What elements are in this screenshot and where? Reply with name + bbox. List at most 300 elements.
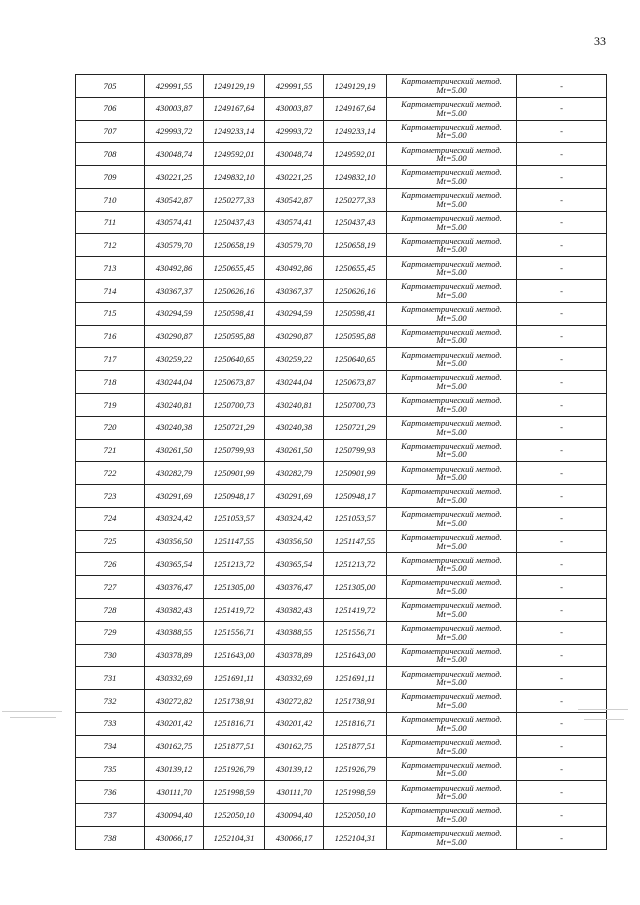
y-old-cell: 1251305,00 [204, 576, 265, 599]
y-new-cell: 1250948,17 [324, 485, 387, 508]
x-old-cell: 430201,42 [145, 712, 204, 735]
x-old-cell: 430492,86 [145, 257, 204, 280]
description-cell: - [517, 485, 607, 508]
method-cell [387, 188, 517, 211]
x-new-cell: 430111,70 [265, 781, 324, 804]
table-row [76, 325, 607, 348]
point-number-cell: 709 [76, 166, 145, 189]
x-old-cell: 430291,69 [145, 485, 204, 508]
method-name: Картометрический метод. [401, 258, 502, 269]
description-cell: - [517, 188, 607, 211]
method-accuracy: Mt=5.00 [436, 813, 467, 824]
x-new-cell: 429991,55 [265, 75, 324, 98]
table-row [76, 644, 607, 667]
x-old-cell: 430332,69 [145, 667, 204, 690]
x-old-cell: 430382,43 [145, 598, 204, 621]
method-cell [387, 644, 517, 667]
x-new-cell: 430240,38 [265, 416, 324, 439]
method-cell [387, 97, 517, 120]
x-new-cell: 430378,89 [265, 644, 324, 667]
description-cell: - [517, 758, 607, 781]
method-cell [387, 712, 517, 735]
point-number-cell: 731 [76, 667, 145, 690]
method-accuracy: Mt=5.00 [436, 426, 467, 437]
method-cell [387, 280, 517, 303]
table-row [76, 348, 607, 371]
y-new-cell: 1251643,00 [324, 644, 387, 667]
y-old-cell: 1251053,57 [204, 507, 265, 530]
y-new-cell: 1251816,71 [324, 712, 387, 735]
y-new-cell: 1250658,19 [324, 234, 387, 257]
y-old-cell: 1251816,71 [204, 712, 265, 735]
description-cell: - [517, 507, 607, 530]
method-name: Картометрический метод. [401, 805, 502, 816]
table-row [76, 416, 607, 439]
table-row [76, 120, 607, 143]
description-cell: - [517, 280, 607, 303]
point-number-cell: 725 [76, 530, 145, 553]
method-accuracy: Mt=5.00 [436, 358, 467, 369]
y-new-cell: 1251691,11 [324, 667, 387, 690]
x-new-cell: 430048,74 [265, 143, 324, 166]
x-old-cell: 430294,59 [145, 302, 204, 325]
point-number-cell: 714 [76, 280, 145, 303]
y-new-cell: 1251998,59 [324, 781, 387, 804]
page-number: 33 [594, 34, 606, 48]
x-new-cell: 430272,82 [265, 690, 324, 713]
description-cell: - [517, 211, 607, 234]
method-cell [387, 667, 517, 690]
y-new-cell: 1251147,55 [324, 530, 387, 553]
table-row [76, 690, 607, 713]
table-row [76, 712, 607, 735]
y-old-cell: 1249832,10 [204, 166, 265, 189]
method-cell [387, 416, 517, 439]
x-old-cell: 430048,74 [145, 143, 204, 166]
method-accuracy: Mt=5.00 [436, 289, 467, 300]
method-name: Картометрический метод. [401, 418, 502, 429]
y-old-cell: 1251213,72 [204, 553, 265, 576]
x-new-cell: 430240,81 [265, 393, 324, 416]
method-cell [387, 348, 517, 371]
method-name: Картометрический метод. [401, 828, 502, 839]
method-cell [387, 485, 517, 508]
point-number-cell: 722 [76, 462, 145, 485]
y-new-cell: 1249129,19 [324, 75, 387, 98]
method-name: Картометрический метод. [401, 463, 502, 474]
table-row [76, 97, 607, 120]
point-number-cell: 736 [76, 781, 145, 804]
method-cell [387, 462, 517, 485]
table-row [76, 781, 607, 804]
method-accuracy: Mt=5.00 [436, 791, 467, 802]
y-new-cell: 1249832,10 [324, 166, 387, 189]
method-cell [387, 371, 517, 394]
y-old-cell: 1252104,31 [204, 826, 265, 849]
table-row [76, 576, 607, 599]
method-accuracy: Mt=5.00 [436, 540, 467, 551]
description-cell: - [517, 234, 607, 257]
x-old-cell: 430094,40 [145, 804, 204, 827]
y-old-cell: 1251998,59 [204, 781, 265, 804]
method-name: Картометрический метод. [401, 121, 502, 132]
x-new-cell: 430291,69 [265, 485, 324, 508]
method-name: Картометрический метод. [401, 782, 502, 793]
method-name: Картометрический метод. [401, 736, 502, 747]
table-row [76, 758, 607, 781]
point-number-cell: 712 [76, 234, 145, 257]
description-cell: - [517, 826, 607, 849]
x-old-cell: 430244,04 [145, 371, 204, 394]
table-row [76, 530, 607, 553]
point-number-cell: 707 [76, 120, 145, 143]
method-name: Картометрический метод. [401, 600, 502, 611]
point-number-cell: 705 [76, 75, 145, 98]
method-name: Картометрический метод. [401, 326, 502, 337]
description-cell: - [517, 120, 607, 143]
y-new-cell: 1251926,79 [324, 758, 387, 781]
description-cell: - [517, 166, 607, 189]
table-row [76, 598, 607, 621]
method-accuracy: Mt=5.00 [436, 84, 467, 95]
y-old-cell: 1251691,11 [204, 667, 265, 690]
description-cell: - [517, 690, 607, 713]
method-cell [387, 507, 517, 530]
table-row [76, 143, 607, 166]
point-number-cell: 728 [76, 598, 145, 621]
description-cell: - [517, 97, 607, 120]
method-accuracy: Mt=5.00 [436, 176, 467, 187]
x-new-cell: 430139,12 [265, 758, 324, 781]
method-name: Картометрический метод. [401, 144, 502, 155]
method-accuracy: Mt=5.00 [436, 494, 467, 505]
table-row [76, 826, 607, 849]
method-cell [387, 439, 517, 462]
description-cell: - [517, 712, 607, 735]
point-number-cell: 727 [76, 576, 145, 599]
description-cell: - [517, 75, 607, 98]
y-new-cell: 1251419,72 [324, 598, 387, 621]
point-number-cell: 734 [76, 735, 145, 758]
point-number-cell: 723 [76, 485, 145, 508]
x-new-cell: 429993,72 [265, 120, 324, 143]
description-cell: - [517, 621, 607, 644]
y-new-cell: 1250598,41 [324, 302, 387, 325]
point-number-cell: 735 [76, 758, 145, 781]
method-name: Картометрический метод. [401, 759, 502, 770]
method-name: Картометрический метод. [401, 349, 502, 360]
method-cell [387, 826, 517, 849]
method-cell [387, 325, 517, 348]
table-row [76, 485, 607, 508]
x-new-cell: 430542,87 [265, 188, 324, 211]
method-accuracy: Mt=5.00 [436, 631, 467, 642]
point-number-cell: 737 [76, 804, 145, 827]
y-old-cell: 1250437,43 [204, 211, 265, 234]
method-accuracy: Mt=5.00 [436, 449, 467, 460]
method-name: Картометрический метод. [401, 623, 502, 634]
table-row [76, 211, 607, 234]
method-name: Картометрический метод. [401, 167, 502, 178]
description-cell: - [517, 598, 607, 621]
method-cell [387, 530, 517, 553]
table-row [76, 257, 607, 280]
table-row [76, 804, 607, 827]
method-accuracy: Mt=5.00 [436, 335, 467, 346]
x-old-cell: 430378,89 [145, 644, 204, 667]
table-row [76, 507, 607, 530]
x-old-cell: 430579,70 [145, 234, 204, 257]
table-body [76, 75, 607, 850]
y-old-cell: 1249167,64 [204, 97, 265, 120]
y-new-cell: 1252104,31 [324, 826, 387, 849]
method-accuracy: Mt=5.00 [436, 517, 467, 528]
x-old-cell: 430324,42 [145, 507, 204, 530]
y-new-cell: 1251877,51 [324, 735, 387, 758]
method-name: Картометрический метод. [401, 509, 502, 520]
point-number-cell: 711 [76, 211, 145, 234]
method-accuracy: Mt=5.00 [436, 244, 467, 255]
x-new-cell: 430367,37 [265, 280, 324, 303]
y-old-cell: 1250658,19 [204, 234, 265, 257]
point-number-cell: 713 [76, 257, 145, 280]
x-new-cell: 430388,55 [265, 621, 324, 644]
y-new-cell: 1250799,93 [324, 439, 387, 462]
method-name: Картометрический метод. [401, 212, 502, 223]
method-accuracy: Mt=5.00 [436, 153, 467, 164]
point-number-cell: 716 [76, 325, 145, 348]
method-cell [387, 781, 517, 804]
table-row [76, 302, 607, 325]
y-old-cell: 1250655,45 [204, 257, 265, 280]
x-old-cell: 430261,50 [145, 439, 204, 462]
table-row [76, 234, 607, 257]
method-cell [387, 621, 517, 644]
y-old-cell: 1249233,14 [204, 120, 265, 143]
method-accuracy: Mt=5.00 [436, 221, 467, 232]
description-cell: - [517, 781, 607, 804]
y-old-cell: 1249592,01 [204, 143, 265, 166]
y-old-cell: 1251877,51 [204, 735, 265, 758]
y-new-cell: 1252050,10 [324, 804, 387, 827]
method-name: Картометрический метод. [401, 304, 502, 315]
method-name: Картометрический метод. [401, 486, 502, 497]
x-old-cell: 430162,75 [145, 735, 204, 758]
y-new-cell: 1250901,99 [324, 462, 387, 485]
x-new-cell: 430282,79 [265, 462, 324, 485]
x-old-cell: 430356,50 [145, 530, 204, 553]
table-row [76, 280, 607, 303]
method-name: Картометрический метод. [401, 554, 502, 565]
table-row [76, 462, 607, 485]
method-accuracy: Mt=5.00 [436, 768, 467, 779]
x-new-cell: 430244,04 [265, 371, 324, 394]
description-cell: - [517, 553, 607, 576]
method-accuracy: Mt=5.00 [436, 381, 467, 392]
method-cell [387, 120, 517, 143]
description-cell: - [517, 439, 607, 462]
method-accuracy: Mt=5.00 [436, 608, 467, 619]
y-old-cell: 1251643,00 [204, 644, 265, 667]
table-row [76, 667, 607, 690]
method-cell [387, 393, 517, 416]
method-cell [387, 143, 517, 166]
x-old-cell: 430003,87 [145, 97, 204, 120]
point-number-cell: 732 [76, 690, 145, 713]
table-row [76, 166, 607, 189]
method-accuracy: Mt=5.00 [436, 722, 467, 733]
y-old-cell: 1251556,71 [204, 621, 265, 644]
description-cell: - [517, 667, 607, 690]
method-accuracy: Mt=5.00 [436, 130, 467, 141]
table-row [76, 188, 607, 211]
method-name: Картометрический метод. [401, 190, 502, 201]
description-cell: - [517, 302, 607, 325]
x-old-cell: 430066,17 [145, 826, 204, 849]
method-accuracy: Mt=5.00 [436, 198, 467, 209]
point-number-cell: 724 [76, 507, 145, 530]
y-new-cell: 1250655,45 [324, 257, 387, 280]
x-new-cell: 430290,87 [265, 325, 324, 348]
x-old-cell: 430574,41 [145, 211, 204, 234]
x-old-cell: 430388,55 [145, 621, 204, 644]
x-old-cell: 430272,82 [145, 690, 204, 713]
table-row [76, 553, 607, 576]
x-old-cell: 430376,47 [145, 576, 204, 599]
y-new-cell: 1249167,64 [324, 97, 387, 120]
y-new-cell: 1251738,91 [324, 690, 387, 713]
x-old-cell: 430367,37 [145, 280, 204, 303]
x-new-cell: 430066,17 [265, 826, 324, 849]
point-number-cell: 726 [76, 553, 145, 576]
x-new-cell: 430294,59 [265, 302, 324, 325]
point-number-cell: 730 [76, 644, 145, 667]
description-cell: - [517, 143, 607, 166]
description-cell: - [517, 257, 607, 280]
method-accuracy: Mt=5.00 [436, 107, 467, 118]
coordinates-table [75, 74, 607, 850]
method-cell [387, 75, 517, 98]
x-old-cell: 430259,22 [145, 348, 204, 371]
y-new-cell: 1250721,29 [324, 416, 387, 439]
x-new-cell: 430221,25 [265, 166, 324, 189]
y-new-cell: 1251556,71 [324, 621, 387, 644]
x-new-cell: 430376,47 [265, 576, 324, 599]
y-old-cell: 1250901,99 [204, 462, 265, 485]
point-number-cell: 733 [76, 712, 145, 735]
y-new-cell: 1250640,65 [324, 348, 387, 371]
point-number-cell: 715 [76, 302, 145, 325]
y-old-cell: 1250598,41 [204, 302, 265, 325]
table-row [76, 393, 607, 416]
x-old-cell: 430290,87 [145, 325, 204, 348]
y-new-cell: 1251305,00 [324, 576, 387, 599]
method-cell [387, 257, 517, 280]
method-cell [387, 553, 517, 576]
x-new-cell: 430324,42 [265, 507, 324, 530]
method-name: Картометрический метод. [401, 281, 502, 292]
method-accuracy: Mt=5.00 [436, 563, 467, 574]
method-cell [387, 166, 517, 189]
method-cell [387, 234, 517, 257]
y-old-cell: 1252050,10 [204, 804, 265, 827]
y-old-cell: 1250948,17 [204, 485, 265, 508]
point-number-cell: 738 [76, 826, 145, 849]
point-number-cell: 721 [76, 439, 145, 462]
x-new-cell: 430261,50 [265, 439, 324, 462]
y-old-cell: 1249129,19 [204, 75, 265, 98]
x-old-cell: 430240,38 [145, 416, 204, 439]
y-new-cell: 1250595,88 [324, 325, 387, 348]
table-row [76, 439, 607, 462]
table-row [76, 621, 607, 644]
description-cell: - [517, 348, 607, 371]
x-new-cell: 430201,42 [265, 712, 324, 735]
y-new-cell: 1251213,72 [324, 553, 387, 576]
x-new-cell: 430003,87 [265, 97, 324, 120]
x-old-cell: 430542,87 [145, 188, 204, 211]
y-old-cell: 1251738,91 [204, 690, 265, 713]
method-name: Картометрический метод. [401, 714, 502, 725]
y-old-cell: 1250640,65 [204, 348, 265, 371]
x-new-cell: 430365,54 [265, 553, 324, 576]
x-new-cell: 430259,22 [265, 348, 324, 371]
y-new-cell: 1250437,43 [324, 211, 387, 234]
x-new-cell: 430332,69 [265, 667, 324, 690]
y-new-cell: 1249233,14 [324, 120, 387, 143]
description-cell: - [517, 804, 607, 827]
method-name: Картометрический метод. [401, 691, 502, 702]
x-old-cell: 429993,72 [145, 120, 204, 143]
description-cell: - [517, 393, 607, 416]
point-number-cell: 720 [76, 416, 145, 439]
method-accuracy: Mt=5.00 [436, 654, 467, 665]
method-name: Картометрический метод. [401, 577, 502, 588]
description-cell: - [517, 530, 607, 553]
method-name: Картометрический метод. [401, 76, 502, 87]
point-number-cell: 710 [76, 188, 145, 211]
method-name: Картометрический метод. [401, 235, 502, 246]
y-old-cell: 1250626,16 [204, 280, 265, 303]
method-accuracy: Mt=5.00 [436, 267, 467, 278]
method-name: Картометрический метод. [401, 372, 502, 383]
method-cell [387, 598, 517, 621]
point-number-cell: 708 [76, 143, 145, 166]
y-old-cell: 1251926,79 [204, 758, 265, 781]
method-cell [387, 302, 517, 325]
description-cell: - [517, 325, 607, 348]
x-old-cell: 430240,81 [145, 393, 204, 416]
point-number-cell: 706 [76, 97, 145, 120]
method-accuracy: Mt=5.00 [436, 745, 467, 756]
point-number-cell: 729 [76, 621, 145, 644]
method-accuracy: Mt=5.00 [436, 586, 467, 597]
description-cell: - [517, 644, 607, 667]
method-name: Картометрический метод. [401, 645, 502, 656]
x-new-cell: 430382,43 [265, 598, 324, 621]
y-old-cell: 1251147,55 [204, 530, 265, 553]
y-old-cell: 1250799,93 [204, 439, 265, 462]
method-cell [387, 804, 517, 827]
method-accuracy: Mt=5.00 [436, 472, 467, 483]
method-cell [387, 735, 517, 758]
description-cell: - [517, 416, 607, 439]
y-old-cell: 1250595,88 [204, 325, 265, 348]
y-new-cell: 1251053,57 [324, 507, 387, 530]
x-old-cell: 430282,79 [145, 462, 204, 485]
y-new-cell: 1250277,33 [324, 188, 387, 211]
y-old-cell: 1250721,29 [204, 416, 265, 439]
